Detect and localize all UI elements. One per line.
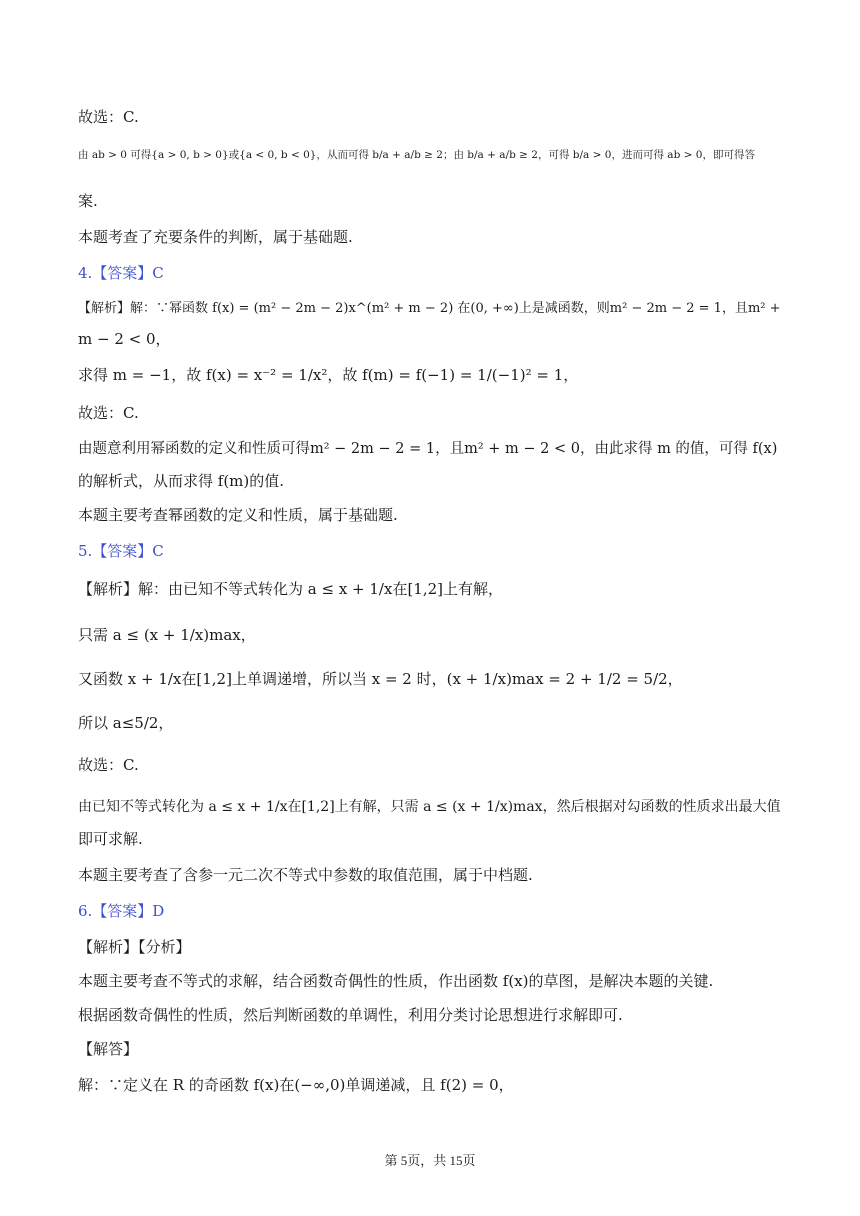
answer-heading: 6.【答案】D [78, 902, 165, 920]
text-line: 求得 m = −1，故 f(x) = x⁻² = 1/x²，故 f(m) = f(−1) = 1/(−1)² = 1， [78, 366, 579, 384]
text-line: 【解析】【分析】 [78, 938, 191, 956]
text-line: 的解析式，从而求得 f(m)的值. [78, 472, 285, 490]
text-line: 故选：C. [78, 404, 139, 422]
text-line: 故选：C. [78, 756, 139, 774]
text-line: 本题考查了充要条件的判断，属于基础题. [78, 228, 353, 246]
answer-heading: 4.【答案】C [78, 264, 164, 282]
text-line: 由题意利用幂函数的定义和性质可得m² − 2m − 2 = 1，且m² + m − 2 < 0，由此求得 m 的值，可得 f(x) [78, 441, 778, 457]
answer-heading: 5.【答案】C [78, 542, 164, 560]
text-line: 【解答】 [78, 1040, 139, 1058]
text-line: 即可求解. [78, 830, 143, 848]
text-line: 案. [78, 192, 98, 210]
text-line: 解：∵定义在 R 的奇函数 f(x)在(−∞,0)单调递减，且 f(2) = 0， [78, 1076, 514, 1094]
text-line: 【解析】解：∵幂函数 f(x) = (m² − 2m − 2)x^(m² + m − 2) 在(0, +∞)上是减函数，则m² − 2m − 2 = 1，且m² + [78, 301, 781, 316]
text-line: 本题主要考查了含参一元二次不等式中参数的取值范围，属于中档题. [78, 866, 533, 884]
text-line: m − 2 < 0， [78, 330, 171, 348]
text-line: 根据函数奇偶性的性质，然后判断函数的单调性，利用分类讨论思想进行求解即可. [78, 1006, 623, 1024]
text-line: 只需 a ≤ (x + 1/x)max， [78, 626, 256, 644]
text-line: 由已知不等式转化为 a ≤ x + 1/x在[1,2]上有解，只需 a ≤ (x + 1/x)max，然后根据对勾函数的性质求出最大值 [78, 799, 781, 815]
text-line: 故选：C. [78, 108, 139, 126]
text-line: 又函数 x + 1/x在[1,2]上单调递增，所以当 x = 2 时，(x + 1/x)max = 2 + 1/2 = 5/2， [78, 670, 683, 688]
text-line: 【解析】解：由已知不等式转化为 a ≤ x + 1/x在[1,2]上有解， [78, 580, 503, 598]
text-line: 由 ab > 0 可得{a > 0, b > 0}或{a < 0, b < 0}，从而可得 b/a + a/b ≥ 2；由 b/a + a/b ≥ 2，可得 b/a > 0，进而可得 ab > 0，即可得答 [78, 149, 755, 161]
text-line: 本题主要考查不等式的求解，结合函数奇偶性的性质，作出函数 f(x)的草图，是解决本题的关键. [78, 972, 714, 990]
page-footer: 第 5页，共 15页 [384, 1153, 476, 1168]
text-line: 本题主要考查幂函数的定义和性质，属于基础题. [78, 506, 398, 524]
text-line: 所以 a≤5/2， [78, 714, 174, 732]
